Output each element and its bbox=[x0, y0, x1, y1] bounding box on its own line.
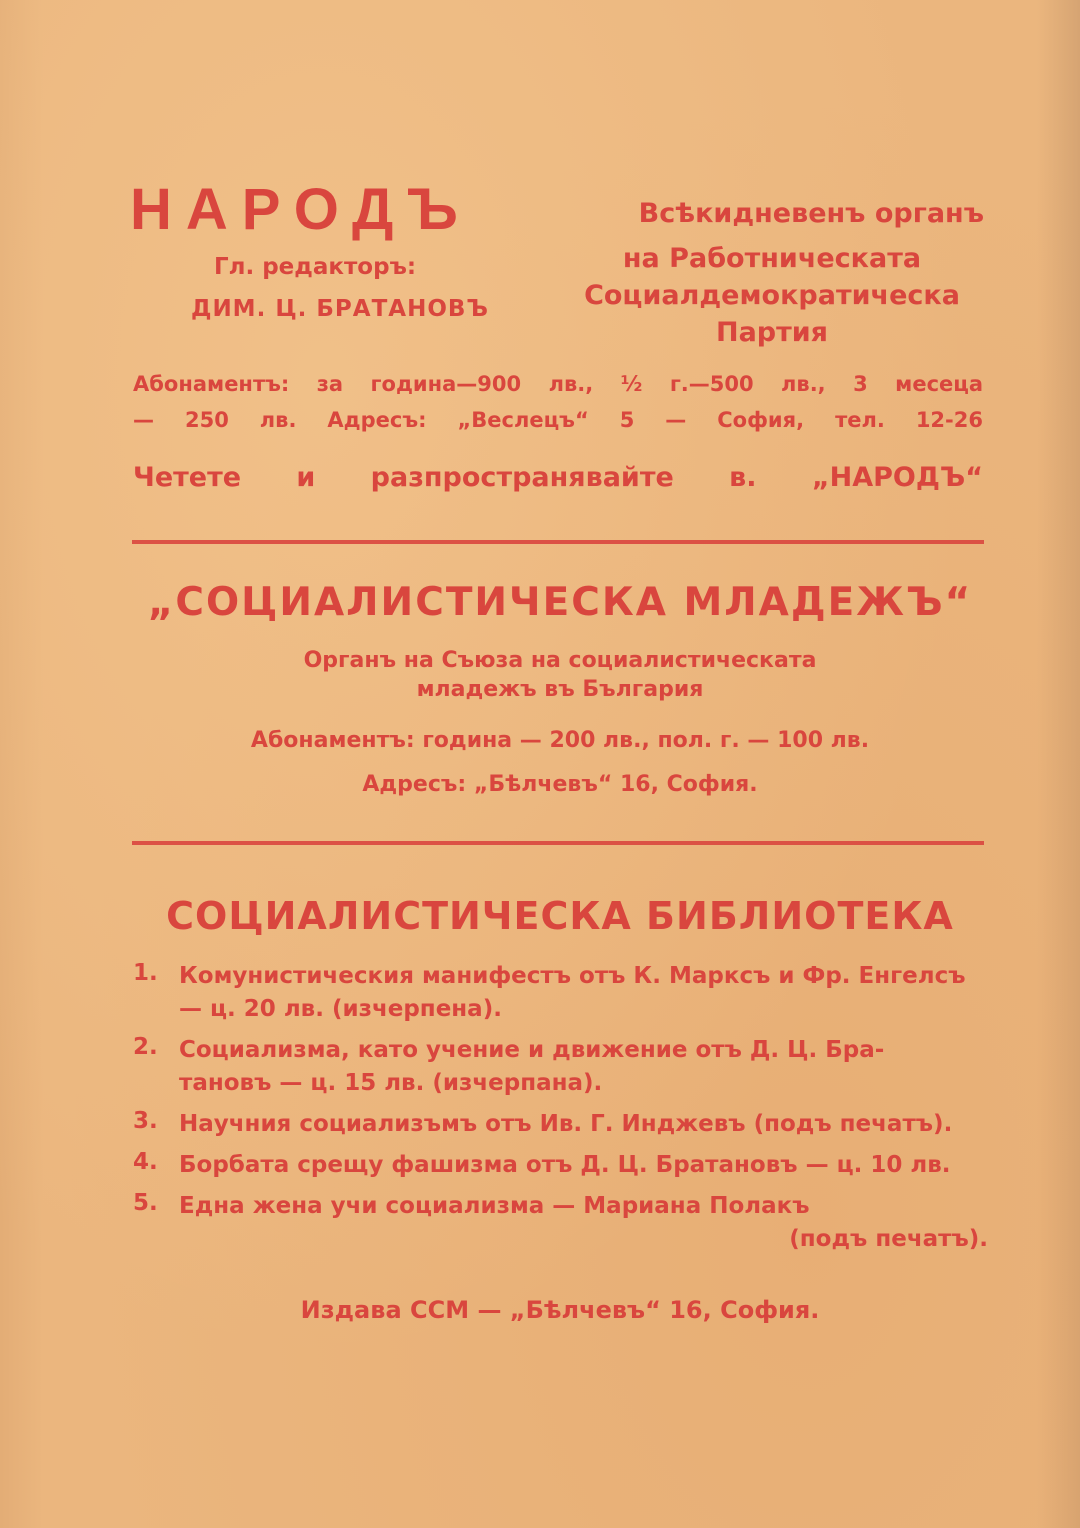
narod-organ-line-3: Социалдемократическа bbox=[584, 280, 960, 311]
section-divider bbox=[132, 841, 984, 845]
youth-organ-line-2: младежъ въ България bbox=[416, 677, 704, 702]
list-item-line-2: тановъ — ц. 15 лв. (изчерпана). bbox=[179, 1070, 603, 1096]
list-item bbox=[133, 1108, 988, 1141]
list-item bbox=[133, 1149, 988, 1182]
narod-organ-line-4: Партия bbox=[715, 317, 829, 348]
narod-read-line: Четете и разпространявайте в. „НАРОДЪ“ bbox=[133, 462, 983, 493]
list-item-line-1: Научния социализъмъ отъ Ив. Г. Инджевъ (подъ печатъ). bbox=[179, 1111, 953, 1137]
list-item bbox=[133, 1034, 988, 1100]
list-item-number: 4. bbox=[133, 1149, 158, 1175]
list-item-number: 5. bbox=[133, 1190, 158, 1216]
list-item-text bbox=[179, 960, 988, 1026]
narod-organ-line-1: Всѣкидневенъ органъ bbox=[638, 198, 984, 229]
list-item-line-2: — ц. 20 лв. (изчерпена). bbox=[179, 996, 502, 1022]
library-list bbox=[133, 960, 988, 1264]
publisher-footer: Издава ССМ — „Бѣлчевъ“ 16, София. bbox=[300, 1296, 820, 1324]
narod-subscription-line-1: Абонаментъ: за година—900 лв., ½ г.—500 лв., 3 месеца bbox=[133, 372, 983, 396]
narod-subscription-line-2: — 250 лв. Адресъ: „Веслецъ“ 5 — София, тел. 12-26 bbox=[133, 408, 983, 432]
narod-editor-name: ДИМ. Ц. БРАТАНОВЪ bbox=[190, 296, 490, 322]
list-item-text bbox=[179, 1108, 988, 1141]
list-item-line-1: Комунистическия манифестъ отъ К. Марксъ и Фр. Енгелсъ bbox=[179, 963, 966, 989]
narod-title: НАРОДЪ bbox=[130, 177, 472, 242]
list-item-tail: (подъ печатъ). bbox=[789, 1226, 988, 1252]
list-item bbox=[133, 1190, 988, 1256]
youth-subscription: Абонаментъ: година — 200 лв., пол. г. — 100 лв. bbox=[250, 728, 870, 753]
list-item-number: 3. bbox=[133, 1108, 158, 1134]
list-item-text bbox=[179, 1034, 988, 1100]
list-item-line-1: Една жена учи социализма — Мариана Полакъ bbox=[179, 1193, 810, 1219]
youth-organ-line-1: Органъ на Съюза на социалистическата bbox=[303, 648, 817, 673]
youth-title: „СОЦИАЛИСТИЧЕСКА МЛАДЕЖЪ“ bbox=[147, 580, 973, 625]
list-item-text bbox=[179, 1149, 988, 1182]
list-item-text bbox=[179, 1190, 988, 1256]
narod-organ-description bbox=[560, 240, 984, 351]
list-item-number: 2. bbox=[133, 1034, 158, 1060]
section-divider bbox=[132, 540, 984, 544]
narod-editor-label: Гл. редакторъ: bbox=[213, 254, 417, 280]
list-item-number: 1. bbox=[133, 960, 158, 986]
list-item-line-1: Социализма, като учение и движение отъ Д. Ц. Бра- bbox=[179, 1037, 885, 1063]
youth-address: Адресъ: „Бѣлчевъ“ 16, София. bbox=[362, 772, 758, 797]
library-title: СОЦИАЛИСТИЧЕСКА БИБЛИОТЕКА bbox=[166, 894, 954, 938]
narod-organ-line-2: на Работническата bbox=[622, 243, 922, 274]
list-item-line-1: Борбата срещу фашизма отъ Д. Ц. Братановъ — ц. 10 лв. bbox=[179, 1152, 951, 1178]
list-item bbox=[133, 960, 988, 1026]
